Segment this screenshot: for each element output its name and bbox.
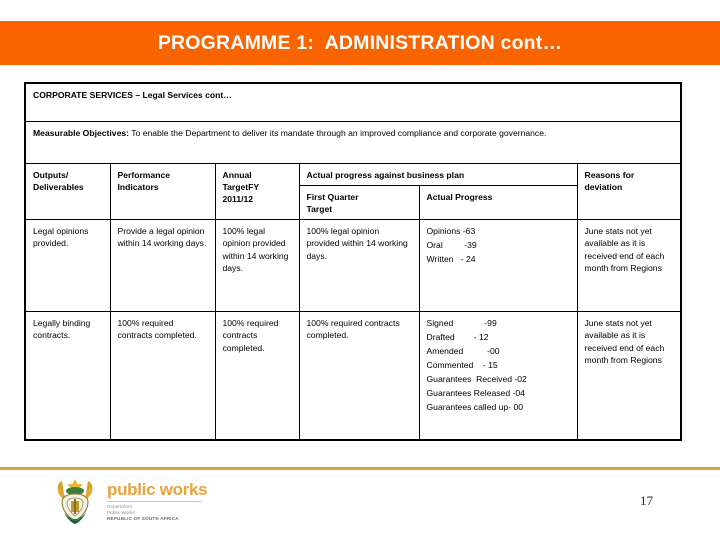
stat-line: Guarantees called up- 00 xyxy=(426,401,524,412)
objectives-cell xyxy=(25,121,681,163)
cell-outputs: Legal opinions provided. xyxy=(25,220,110,312)
column-header-annual-l2 xyxy=(223,181,297,193)
column-header-fq-l2: Target xyxy=(306,203,333,214)
cell-first-quarter-target: 100% required contracts completed. xyxy=(299,312,419,440)
objectives-label: Measurable Objectives: xyxy=(33,127,130,138)
column-header-performance-l2: Indicators xyxy=(117,181,159,192)
cell-actual-progress xyxy=(419,312,577,440)
column-header-annual-target xyxy=(215,163,299,220)
cell-annual-target: 100% legal opinion provided within 14 working days. xyxy=(215,220,299,312)
stat-line: Written - 24 xyxy=(426,253,476,264)
cell-performance: Provide a legal opinion within 14 working days. xyxy=(110,220,215,312)
table-row xyxy=(25,220,681,312)
stat-line: Oral -39 xyxy=(426,240,477,251)
logo-wordmark: public works xyxy=(107,480,208,499)
stat-line: Opinions -63 xyxy=(426,226,476,237)
column-header-reasons-l2: deviation xyxy=(584,181,623,192)
annual-fy-word: FY xyxy=(248,181,260,192)
logo-subtitle xyxy=(107,504,207,523)
section-banner-cell: CORPORATE SERVICES – Legal Services cont… xyxy=(25,83,681,121)
page-number: 17 xyxy=(640,493,653,508)
objectives-row xyxy=(25,121,681,163)
cell-reasons: June stats not yet available as it is received end of each month from Regions xyxy=(577,312,681,440)
column-header-actual-progress: Actual Progress xyxy=(419,185,577,219)
logo-subtitle-l3: REPUBLIC OF SOUTH AFRICA xyxy=(107,516,179,522)
cell-outputs: Legally binding contracts. xyxy=(25,312,110,440)
stat-line: Commented - 15 xyxy=(426,359,498,370)
column-header-reasons-l1: Reasons for xyxy=(584,169,635,180)
stat-line: Guarantees Received -02 xyxy=(426,373,527,384)
cell-reasons: June stats not yet available as it is received end of each month from Regions xyxy=(577,220,681,312)
column-header-first-quarter-target xyxy=(299,185,419,219)
column-header-annual-l3: 2011/12 xyxy=(222,193,254,204)
content-table-wrapper xyxy=(24,82,680,441)
cell-first-quarter-target: 100% legal opinion provided within 14 working days. xyxy=(299,220,419,312)
section-banner-row xyxy=(25,83,681,121)
actual-progress-list xyxy=(427,317,571,414)
cell-performance: 100% required contracts completed. xyxy=(110,312,215,440)
stat-line: Signed -99 xyxy=(426,318,497,329)
stat-line: Drafted - 12 xyxy=(426,332,489,343)
column-header-reasons xyxy=(577,163,681,220)
column-header-annual-l1: Annual xyxy=(222,169,252,180)
column-header-fq-l1: First Quarter xyxy=(306,191,359,202)
south-africa-coat-of-arms-icon xyxy=(50,477,100,525)
table-header-row-1 xyxy=(25,163,681,185)
stat-line: Amended -00 xyxy=(426,345,500,356)
slide-title-banner xyxy=(0,21,720,65)
column-header-outputs xyxy=(25,163,110,220)
stat-line: Guarantees Released -04 xyxy=(426,387,525,398)
annual-target-word: Target xyxy=(222,181,249,192)
logo-subtitle-l1: Department xyxy=(107,504,133,509)
objectives-text: To enable the Department to deliver its mandate through an improved compliance and corporate governance. xyxy=(129,127,547,138)
column-header-outputs-l2: Deliverables xyxy=(33,181,84,192)
column-header-performance-l1: Performance xyxy=(117,169,171,180)
logo-divider xyxy=(107,501,202,502)
cell-actual-progress xyxy=(419,220,577,312)
column-header-actual-progress-group: Actual progress against business plan xyxy=(299,163,577,185)
footer-logo xyxy=(50,477,207,525)
column-header-performance xyxy=(110,163,215,220)
footer-logo-text xyxy=(107,477,207,523)
programme-table xyxy=(24,82,682,441)
logo-subtitle-l2: Public Works xyxy=(107,510,135,516)
page-title: PROGRAMME 1: ADMINISTRATION cont… xyxy=(157,31,563,54)
column-header-outputs-l1: Outputs/ xyxy=(33,169,69,180)
cell-annual-target: 100% required contracts completed. xyxy=(215,312,299,440)
table-row xyxy=(25,312,681,440)
actual-progress-list xyxy=(427,225,571,267)
footer-divider xyxy=(0,467,720,470)
